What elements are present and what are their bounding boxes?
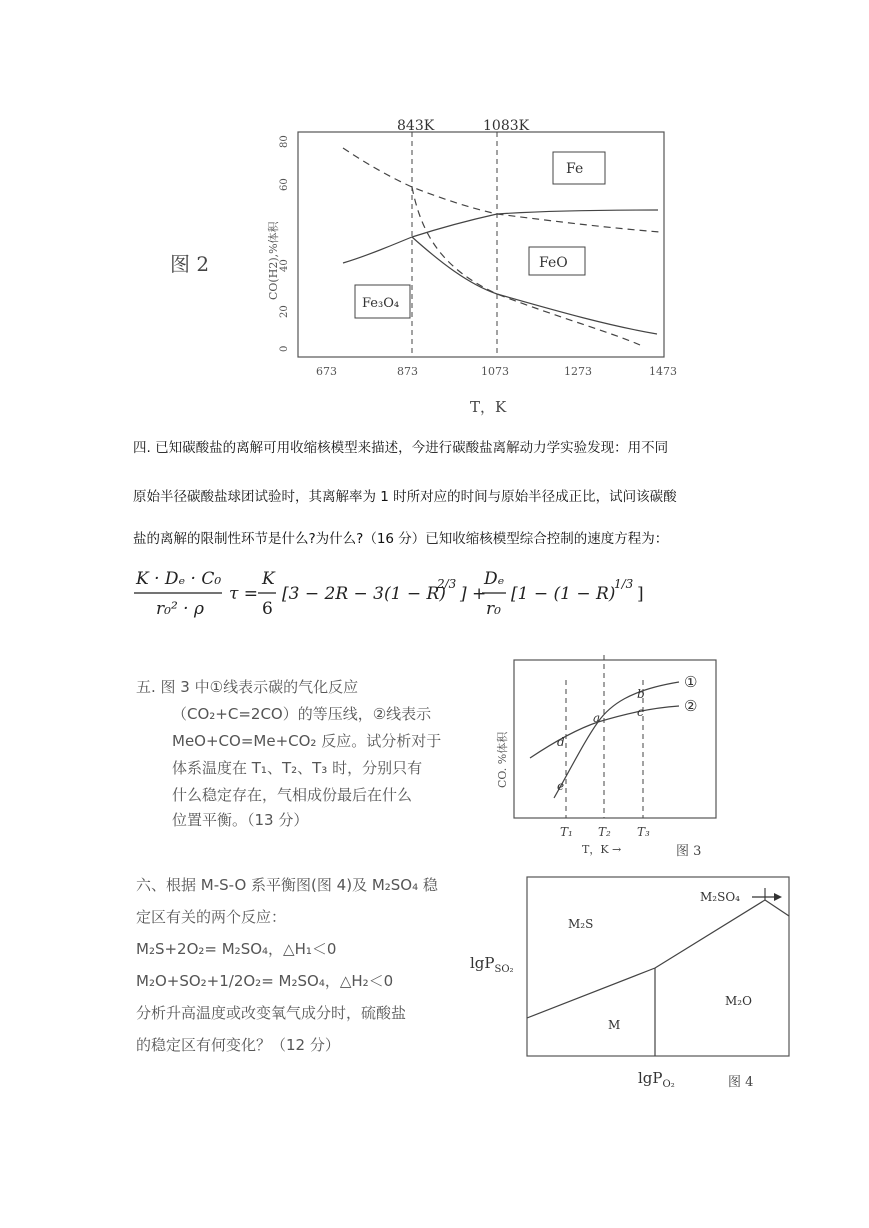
q6-line-3: M₂S+2O₂= M₂SO₄，△H₁＜0 [136,940,337,958]
figure-3-xlabel: T，K → [582,843,622,856]
figure-2-region-feo: FeO [539,255,568,271]
eq-exponent-1: 2/3 [437,577,457,591]
figure-2-svg [0,0,869,430]
eq-lhs-denominator: r₀² · ρ [156,599,204,619]
figure-3-point-e: e [557,779,565,793]
eq-close: ] [637,584,644,604]
eq-tau: τ = [229,584,259,604]
figure-4-xlabel-main: lgP [638,1069,663,1087]
figure-2 [0,0,869,430]
figure-3-tick-t3: T₃ [637,825,650,839]
figure-3-label: 图 3 [676,844,702,859]
figure-2-ytick-60: 60 [279,178,290,191]
q6-line-1: 六、根据 M-S-O 系平衡图(图 4)及 M₂SO₄ 稳 [136,876,438,894]
q5-line-2: （CO₂+C=2CO）的等压线，②线表示 [172,705,432,723]
figure-2-xtick-1073: 1073 [481,365,509,378]
eq-d-numerator: Dₑ [484,569,505,589]
figure-2-region-fe: Fe [566,161,584,177]
figure-4-boundary-m2so4-right [765,900,789,916]
rate-equation [0,560,869,630]
figure-4-region-m2so4: M₂SO₄ [700,890,740,904]
figure-3-tick-t2: T₂ [598,825,611,839]
figure-4-label: 图 4 [728,1075,754,1090]
figure-4-ylabel-main: lgP [470,954,495,972]
figure-2-label: 图 2 [170,252,210,276]
eq-d-denominator: r₀ [486,599,501,619]
figure-3-svg [480,650,740,860]
figure-3-mark-1: ① [684,673,698,691]
eq-lhs-numerator: K · Dₑ · C₀ [136,569,222,589]
figure-4-boundary-m2s-m2o [655,900,765,968]
figure-4-region-m2s: M₂S [568,917,594,931]
q6-line-5: 分析升高温度或改变氧气成分时，硫酸盐 [136,1004,407,1022]
figure-4-ylabel [470,954,514,975]
figure-2-region-fe3o4: Fe₃O₄ [362,296,400,311]
figure-2-mark-843: 843K [397,118,435,134]
figure-2-ylabel: CO(H2),%体积 [267,221,280,300]
eq-plus: ] + [460,584,487,604]
figure-2-xtick-873: 873 [397,365,418,378]
figure-2-xtick-673: 673 [316,365,337,378]
figure-2-ytick-0: 0 [279,345,290,352]
figure-4-arrow-head [774,893,782,901]
figure-2-frame [298,132,664,357]
eq-k-numerator: K [262,569,275,589]
eq-bracket-2: [1 − (1 − R) [511,584,616,604]
q5-line-3: MeO+CO=Me+CO₂ 反应。试分析对于 [172,732,442,750]
figure-3-point-d: d [557,735,565,749]
figure-3 [480,650,740,860]
eq-k-denominator: 6 [262,599,273,619]
figure-2-dashed-upper-curve [343,148,660,232]
figure-2-ytick-40: 40 [279,259,290,272]
figure-4-region-m2o: M₂O [725,994,752,1008]
figure-3-curve-1 [554,682,679,798]
figure-4 [460,870,810,1100]
figure-4-xlabel [638,1069,675,1090]
q5-line-4: 体系温度在 T₁、T₂、T₃ 时，分别只有 [172,759,423,777]
q6-line-2: 定区有关的两个反应： [136,908,287,926]
figure-2-xlabel: T，K [470,398,507,416]
figure-2-ytick-80: 80 [279,135,290,148]
figure-2-xtick-1473: 1473 [649,365,677,378]
q5-line-1: 五. 图 3 中①线表示碳的气化反应 [136,678,359,696]
q4-line-3: 盐的离解的限制性环节是什么?为什么?（16 分）已知收缩核模型综合控制的速度方程为： [133,531,669,547]
rate-equation-svg [0,560,869,630]
q4-line-1: 四. 已知碳酸盐的离解可用收缩核模型来描述，今进行碳酸盐离解动力学实验发现：用不同 [133,440,669,456]
eq-bracket-1: [3 − 2R − 3(1 − R) [282,584,446,604]
figure-4-region-m: M [608,1018,621,1032]
figure-3-ylabel: CO. %体积 [496,731,509,788]
figure-4-boundary-m-m2s [527,968,655,1018]
figure-2-xtick-1273: 1273 [564,365,592,378]
eq-exponent-2: 1/3 [614,577,634,591]
q6-line-6: 的稳定区有何变化？（12 分） [136,1036,340,1054]
figure-3-point-a: a [593,711,601,725]
q5-line-5: 什么稳定存在，气相成份最后在什么 [172,786,413,804]
q6-line-4: M₂O+SO₂+1/2O₂= M₂SO₄，△H₂＜0 [136,972,394,990]
figure-2-mark-1083: 1083K [483,118,530,134]
figure-3-mark-2: ② [684,697,698,715]
figure-3-tick-t1: T₁ [560,825,573,839]
figure-4-xlabel-sub: O₂ [662,1079,675,1090]
figure-3-point-b: b [637,687,645,701]
q4-line-2: 原始半径碳酸盐球团试验时，其离解率为 1 时所对应的时间与原始半径成正比，试问该碳酸 [133,489,677,505]
figure-2-solid-rising-curve [343,210,658,263]
q5-line-6: 位置平衡。（13 分） [172,811,309,829]
figure-4-ylabel-sub: SO₂ [494,964,514,975]
figure-2-ytick-20: 20 [279,305,290,318]
figure-4-svg [460,870,810,1100]
figure-3-point-c: c [637,705,644,719]
